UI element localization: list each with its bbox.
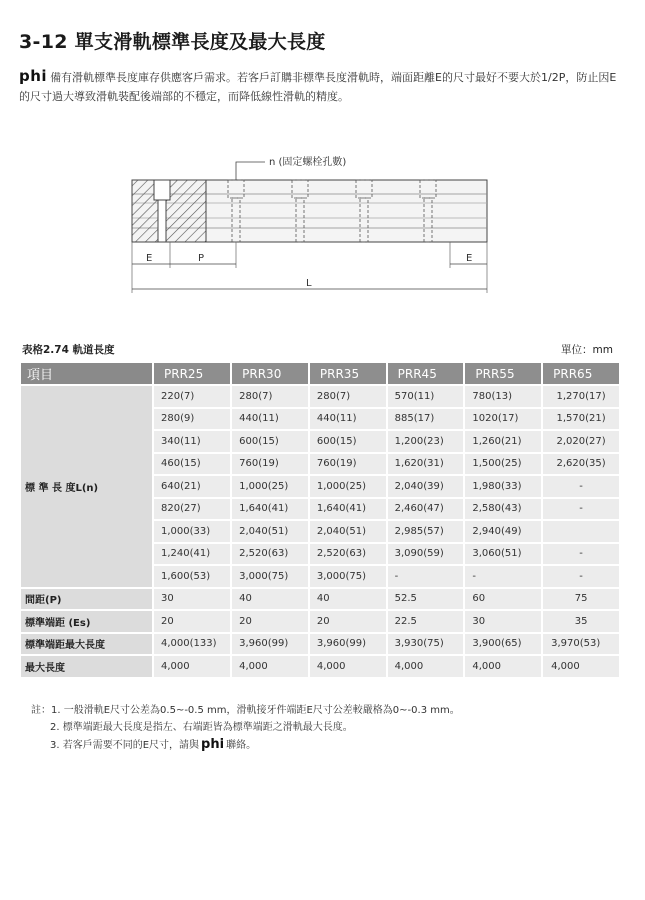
table-cell: 2,040(51) bbox=[232, 521, 308, 542]
table-row bbox=[21, 386, 619, 407]
table-cell: 52.5 bbox=[388, 589, 464, 610]
table-cell: 4,000 bbox=[465, 656, 541, 677]
table-cell: 1,000(25) bbox=[310, 476, 386, 497]
table-cell: - bbox=[543, 476, 619, 497]
table-cell: 4,000 bbox=[232, 656, 308, 677]
row-label-pitch: 間距(P) bbox=[21, 589, 152, 610]
table-cell: 4,000 bbox=[310, 656, 386, 677]
table-cell: 3,900(65) bbox=[465, 634, 541, 655]
table-row bbox=[21, 656, 619, 677]
table-cell: - bbox=[543, 544, 619, 565]
table-cell: 1,640(41) bbox=[310, 499, 386, 520]
table-cell: 1,200(23) bbox=[388, 431, 464, 452]
table-cell: - bbox=[543, 566, 619, 587]
section-title: 3-12 單支滑軌標準長度及最大長度 bbox=[19, 31, 326, 53]
table-cell: 220(7) bbox=[154, 386, 230, 407]
table-cell: 600(15) bbox=[232, 431, 308, 452]
header-prr35: PRR35 bbox=[310, 363, 386, 384]
table-cell: 4,000 bbox=[543, 656, 619, 677]
table-cell: 340(11) bbox=[154, 431, 230, 452]
table-cell: 1,640(41) bbox=[232, 499, 308, 520]
table-cell: 820(27) bbox=[154, 499, 230, 520]
table-cell: 30 bbox=[154, 589, 230, 610]
table-cell: 22.5 bbox=[388, 611, 464, 632]
table-cell: 440(11) bbox=[310, 409, 386, 430]
table-row bbox=[21, 589, 619, 610]
table-cell: 2,940(49) bbox=[465, 521, 541, 542]
header-prr45: PRR45 bbox=[388, 363, 464, 384]
table-cell: 3,060(51) bbox=[465, 544, 541, 565]
table-cell: 1,620(31) bbox=[388, 454, 464, 475]
table-cell bbox=[543, 521, 619, 542]
table-cell: 2,020(27) bbox=[543, 431, 619, 452]
table-cell: 4,000 bbox=[388, 656, 464, 677]
note-3-text-post: 聯絡。 bbox=[226, 740, 257, 751]
table-cell: 1,240(41) bbox=[154, 544, 230, 565]
note-2: 2. 標準端距最大長度是指左、右端距皆為標準端距之滑軌最大長度。 bbox=[50, 722, 353, 733]
table-caption: 表格2.74 軌道長度 bbox=[22, 344, 115, 356]
table-cell: 2,040(39) bbox=[388, 476, 464, 497]
table-unit: 單位：mm bbox=[561, 344, 613, 356]
label-e-left: E bbox=[146, 253, 153, 264]
table-cell: 640(21) bbox=[154, 476, 230, 497]
table-cell: 4,000 bbox=[154, 656, 230, 677]
table-cell: - bbox=[465, 566, 541, 587]
table-cell: 20 bbox=[310, 611, 386, 632]
table-cell: 280(9) bbox=[154, 409, 230, 430]
label-l: L bbox=[306, 278, 312, 289]
rail-length-table bbox=[19, 361, 621, 679]
table-cell: 280(7) bbox=[310, 386, 386, 407]
table-header-row bbox=[21, 363, 619, 384]
row-label-standard-length: 標 準 長 度L(n) bbox=[21, 386, 152, 587]
table-cell: 3,090(59) bbox=[388, 544, 464, 565]
table-cell: 1,570(21) bbox=[543, 409, 619, 430]
table-cell: 1020(17) bbox=[465, 409, 541, 430]
intro-paragraph bbox=[19, 67, 625, 106]
table-cell: 780(13) bbox=[465, 386, 541, 407]
row-label-max-length: 最大長度 bbox=[21, 656, 152, 677]
table-cell: 20 bbox=[154, 611, 230, 632]
intro-text: 備有滑軌標準長度庫存供應客戶需求。若客戶訂購非標準長度滑軌時，端面距離E的尺寸最好不要大於1/2P，防止因E的尺寸過大導致滑軌裝配後端部的不穩定，而降低線性滑軌的精度。 bbox=[19, 71, 617, 103]
table-cell: 3,960(99) bbox=[232, 634, 308, 655]
table-cell: 40 bbox=[232, 589, 308, 610]
table-cell: 1,980(33) bbox=[465, 476, 541, 497]
table-row bbox=[21, 611, 619, 632]
note-1: 註：1. 一般滑軌E尺寸公差為0.5~-0.5 mm，滑軌接牙件端距E尺寸公差較嚴格為0~-0.3 mm。 bbox=[31, 705, 460, 716]
table-cell: 280(7) bbox=[232, 386, 308, 407]
table-cell: 1,000(33) bbox=[154, 521, 230, 542]
rail-drawing bbox=[120, 148, 500, 298]
header-prr65: PRR65 bbox=[543, 363, 619, 384]
phi-brand-logo: phi bbox=[19, 67, 48, 85]
label-p: P bbox=[198, 253, 205, 264]
table-cell: - bbox=[388, 566, 464, 587]
table-cell: 2,620(35) bbox=[543, 454, 619, 475]
table-cell: 1,500(25) bbox=[465, 454, 541, 475]
table-cell: 760(19) bbox=[310, 454, 386, 475]
table-cell: 3,000(75) bbox=[232, 566, 308, 587]
table-cell: 2,520(63) bbox=[232, 544, 308, 565]
table-cell: 3,000(75) bbox=[310, 566, 386, 587]
table-cell: 885(17) bbox=[388, 409, 464, 430]
header-item: 項目 bbox=[21, 363, 152, 384]
label-e-right: E bbox=[466, 253, 473, 264]
table-cell: 460(15) bbox=[154, 454, 230, 475]
table-cell: 60 bbox=[465, 589, 541, 610]
header-prr25: PRR25 bbox=[154, 363, 230, 384]
note-3-text-pre: 3. 若客戶需要不同的E尺寸，請與 bbox=[50, 740, 200, 751]
table-cell: 2,460(47) bbox=[388, 499, 464, 520]
table-cell: 2,040(51) bbox=[310, 521, 386, 542]
table-cell: 1,260(21) bbox=[465, 431, 541, 452]
header-prr55: PRR55 bbox=[465, 363, 541, 384]
table-cell: 3,970(53) bbox=[543, 634, 619, 655]
table-cell: 3,930(75) bbox=[388, 634, 464, 655]
table-cell: 20 bbox=[232, 611, 308, 632]
table-cell: 570(11) bbox=[388, 386, 464, 407]
table-cell: 35 bbox=[543, 611, 619, 632]
notes-block bbox=[31, 702, 460, 754]
table-cell: 40 bbox=[310, 589, 386, 610]
table-cell: 1,000(25) bbox=[232, 476, 308, 497]
table-cell: 2,520(63) bbox=[310, 544, 386, 565]
table-row bbox=[21, 634, 619, 655]
table-cell: 2,580(43) bbox=[465, 499, 541, 520]
table-cell: 2,985(57) bbox=[388, 521, 464, 542]
table-cell: 600(15) bbox=[310, 431, 386, 452]
table-cell: 760(19) bbox=[232, 454, 308, 475]
table-cell: 3,960(99) bbox=[310, 634, 386, 655]
phi-brand-logo-small: phi bbox=[201, 737, 225, 752]
table-cell: 440(11) bbox=[232, 409, 308, 430]
table-cell: 1,270(17) bbox=[543, 386, 619, 407]
table-cell: - bbox=[543, 499, 619, 520]
table-cell: 75 bbox=[543, 589, 619, 610]
table-cell: 1,600(53) bbox=[154, 566, 230, 587]
row-label-max-length-standard-end: 標準端距最大長度 bbox=[21, 634, 152, 655]
label-bolt-holes: n (固定螺栓孔數) bbox=[269, 157, 347, 168]
row-label-standard-end-distance: 標準端距 (Es) bbox=[21, 611, 152, 632]
leader-line bbox=[236, 162, 265, 180]
note-3 bbox=[31, 736, 460, 754]
table-cell: 4,000(133) bbox=[154, 634, 230, 655]
header-prr30: PRR30 bbox=[232, 363, 308, 384]
table-cell: 30 bbox=[465, 611, 541, 632]
